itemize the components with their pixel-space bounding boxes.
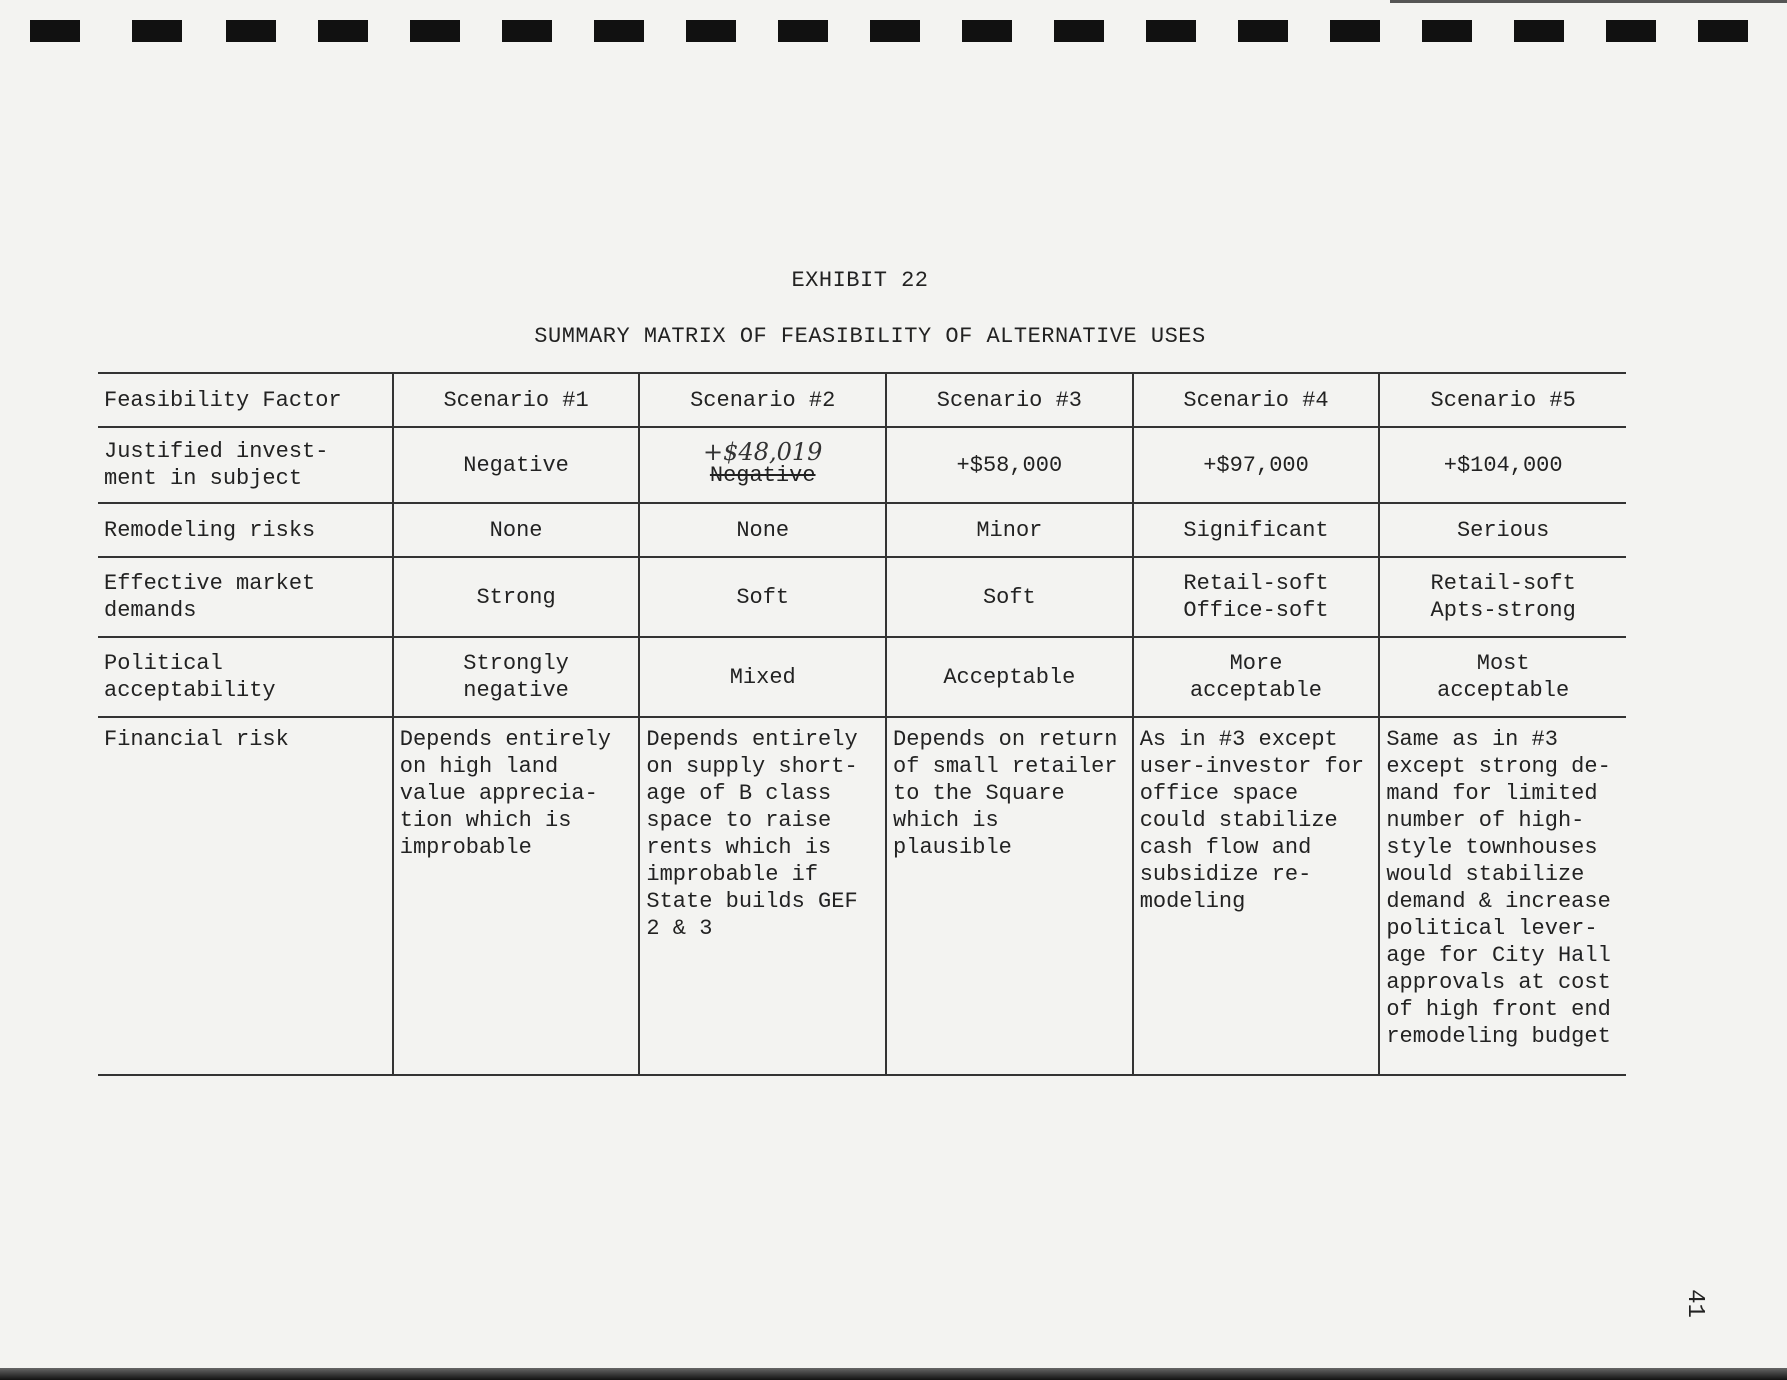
table-row <box>98 637 1626 717</box>
perforation-hole <box>1422 20 1472 42</box>
perforation-hole <box>594 20 644 42</box>
table-row <box>98 717 1626 1075</box>
table-header-row <box>98 373 1626 427</box>
row-label-financial: Financial risk <box>98 717 393 1075</box>
cell-financial-scenario-4: As in #3 except user-investor for office space could stabilize cash flow and subsidize re- modeling <box>1133 717 1380 1075</box>
feasibility-matrix-table <box>98 372 1626 1076</box>
cell-market-scenario-3: Soft <box>886 557 1133 637</box>
row-label-remodeling: Remodeling risks <box>98 503 393 557</box>
perforation-hole <box>410 20 460 42</box>
perforation-hole <box>1054 20 1104 42</box>
cell-market-scenario-5: Retail-soft Apts-strong <box>1379 557 1626 637</box>
cell-market-scenario-4: Retail-soft Office-soft <box>1133 557 1380 637</box>
perforation-strip <box>0 20 1787 50</box>
perforation-hole <box>870 20 920 42</box>
column-header-scenario-4: Scenario #4 <box>1133 373 1380 427</box>
cell-investment-scenario-1: Negative <box>393 427 640 503</box>
row-label-political: Political acceptability <box>98 637 393 717</box>
perforation-hole <box>778 20 828 42</box>
perforation-hole <box>1238 20 1288 42</box>
column-header-scenario-2: Scenario #2 <box>639 373 886 427</box>
cell-investment-scenario-3: +$58,000 <box>886 427 1133 503</box>
cell-market-scenario-2: Soft <box>639 557 886 637</box>
table-row <box>98 503 1626 557</box>
column-header-scenario-3: Scenario #3 <box>886 373 1133 427</box>
perforation-hole <box>1606 20 1656 42</box>
perforation-hole <box>686 20 736 42</box>
struck-value: Negative <box>709 462 816 488</box>
bottom-edge <box>0 1368 1787 1380</box>
cell-remodeling-scenario-5: Serious <box>1379 503 1626 557</box>
cell-investment-scenario-2 <box>639 427 886 503</box>
cell-financial-scenario-2: Depends entirely on supply short- age of B class space to raise rents which is improbable if State builds GEF 2 & 3 <box>639 717 886 1075</box>
cell-political-scenario-2: Mixed <box>639 637 886 717</box>
column-header-scenario-5: Scenario #5 <box>1379 373 1626 427</box>
perforation-hole <box>1330 20 1380 42</box>
cell-political-scenario-4: More acceptable <box>1133 637 1380 717</box>
perforation-hole <box>1146 20 1196 42</box>
cell-financial-scenario-5: Same as in #3 except strong de- mand for limited number of high- style townhouses would stabilize demand & increase political lever- age for City Hall approvals at cost of high front end remodeling budget <box>1379 717 1626 1075</box>
cell-remodeling-scenario-1: None <box>393 503 640 557</box>
exhibit-title: EXHIBIT 22 <box>791 268 929 293</box>
table-row <box>98 557 1626 637</box>
cell-remodeling-scenario-4: Significant <box>1133 503 1380 557</box>
cell-financial-scenario-1: Depends entirely on high land value apprecia- tion which is improbable <box>393 717 640 1075</box>
page-number: 41 <box>1680 1289 1708 1318</box>
table-row <box>98 427 1626 503</box>
cell-financial-scenario-3: Depends on return of small retailer to the Square which is plausible <box>886 717 1133 1075</box>
perforation-hole <box>962 20 1012 42</box>
perforation-hole <box>132 20 182 42</box>
cell-political-scenario-3: Acceptable <box>886 637 1133 717</box>
top-edge-line <box>1390 0 1787 3</box>
cell-political-scenario-5: Most acceptable <box>1379 637 1626 717</box>
perforation-hole <box>226 20 276 42</box>
perforation-hole <box>502 20 552 42</box>
cell-investment-scenario-4: +$97,000 <box>1133 427 1380 503</box>
cell-remodeling-scenario-3: Minor <box>886 503 1133 557</box>
exhibit-subtitle: SUMMARY MATRIX OF FEASIBILITY OF ALTERNATIVE USES <box>534 324 1206 349</box>
cell-political-scenario-1: Strongly negative <box>393 637 640 717</box>
handwritten-correction: +$48,019 <box>703 437 823 466</box>
column-header-scenario-1: Scenario #1 <box>393 373 640 427</box>
cell-investment-scenario-5: +$104,000 <box>1379 427 1626 503</box>
perforation-hole <box>1514 20 1564 42</box>
row-label-investment: Justified invest- ment in subject <box>98 427 393 503</box>
perforation-hole <box>30 20 80 42</box>
perforation-hole <box>318 20 368 42</box>
cell-remodeling-scenario-2: None <box>639 503 886 557</box>
row-label-market: Effective market demands <box>98 557 393 637</box>
perforation-hole <box>1698 20 1748 42</box>
cell-market-scenario-1: Strong <box>393 557 640 637</box>
column-header-factor: Feasibility Factor <box>98 373 393 427</box>
